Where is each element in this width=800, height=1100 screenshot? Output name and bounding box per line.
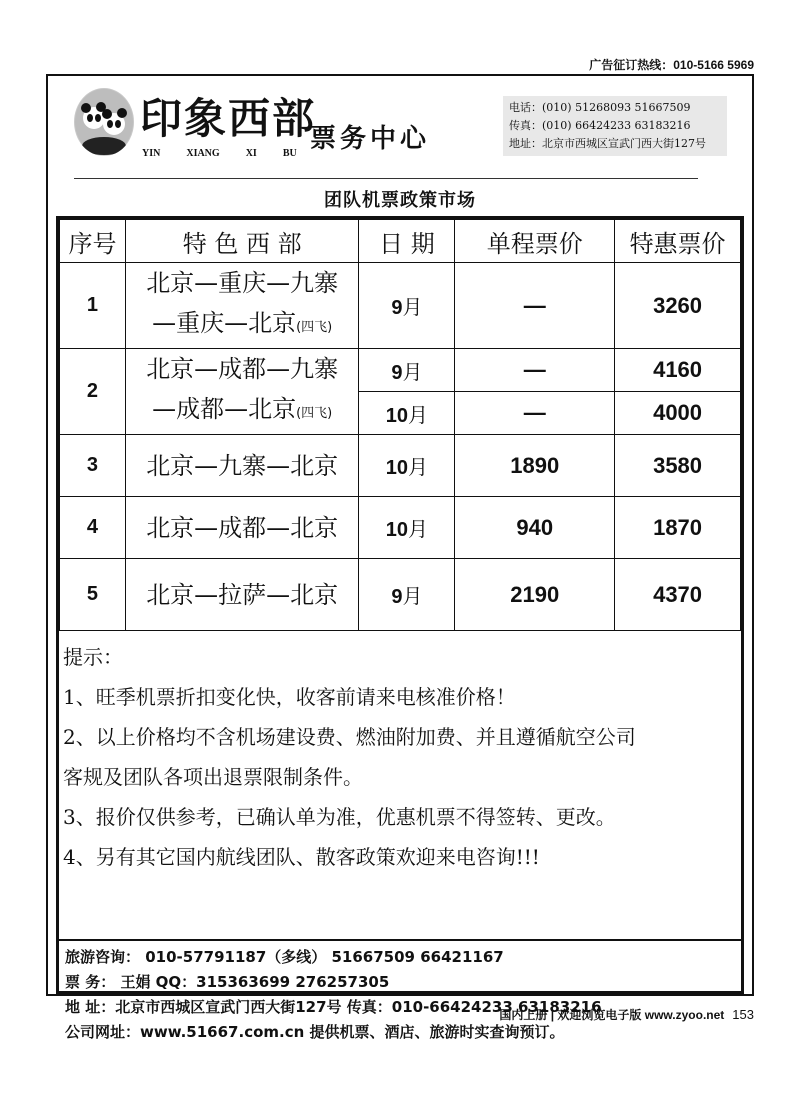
table-row [60,497,741,559]
header-fax: 传真：(010) 66424233 63183216 [509,119,691,132]
tip-item: 1、旺季机票折扣变化快，收客前请来电核准价格！ [63,685,516,709]
pinyin-word: YIN [142,148,161,159]
ticket-center-title: 票务中心 [310,124,431,154]
row-number: 1 [60,263,126,349]
table-row [60,435,741,497]
date-cell: 9月 [359,263,455,349]
pinyin-word: XIANG [186,148,220,159]
date-cell: 10月 [359,392,455,435]
panda-icon [74,88,134,156]
single-price: 1890 [455,435,615,497]
section-title: 团队机票政策市场 [324,190,476,211]
price-table [59,219,741,631]
table-row [60,263,741,349]
route-cell: 北京—九寨—北京 [125,435,359,497]
tips-section [59,631,741,877]
route-cell [125,263,359,349]
tips-title: 提示： [63,645,123,669]
table-row [60,559,741,631]
row-number: 5 [60,559,126,631]
page-footer [499,1006,754,1023]
route-line: —重庆—北京(四飞) [152,309,333,337]
date-cell: 9月 [359,349,455,392]
route-line: 北京—重庆—九寨 [146,269,339,297]
col-header-no: 序号 [60,220,126,263]
route-cell: 北京—拉萨—北京 [125,559,359,631]
row-number: 4 [60,497,126,559]
col-header-route: 特 色 西 部 [125,220,359,263]
special-price: 3580 [615,435,741,497]
table-header-row [60,220,741,263]
row-number: 2 [60,349,126,435]
special-price: 1870 [615,497,741,559]
header-contact-box [503,96,727,156]
header-phone: 电话：(010) 51268093 51667509 [509,101,691,114]
special-price: 4160 [615,349,741,392]
single-price: — [455,349,615,392]
col-header-single: 单程票价 [455,220,615,263]
ad-hotline: 广告征订热线：010-5166 5969 [589,58,754,72]
contact-website[interactable]: 公司网址：www.51667.com.cn 提供机票、酒店、旅游时实查询预订。 [65,1023,565,1041]
tip-item: 4、另有其它国内航线团队、散客政策欢迎来电咨询!!! [63,845,540,869]
table-row [60,349,741,392]
tip-item: 2、以上价格均不含机场建设费、燃油附加费、并且遵循航空公司 [63,725,636,749]
contact-ticketing: 票 务： 王娟 QQ：315363699 276257305 [65,973,390,991]
page-number: 153 [732,1007,754,1022]
brand-name: 印象西部 [140,94,317,143]
row-number: 3 [60,435,126,497]
panda-logo [74,88,138,162]
header-address: 地址：北京市西城区宣武门西大街127号 [509,137,706,150]
header-divider [74,178,698,179]
special-price: 4370 [615,559,741,631]
route-cell: 北京—成都—北京 [125,497,359,559]
special-price: 4000 [615,392,741,435]
date-cell: 10月 [359,497,455,559]
pinyin-word: BU [282,148,297,159]
route-line: —成都—北京(四飞) [152,395,333,423]
single-price: 940 [455,497,615,559]
date-cell: 9月 [359,559,455,631]
single-price: 2190 [455,559,615,631]
single-price: — [455,263,615,349]
col-header-special: 特惠票价 [615,220,741,263]
tip-item: 3、报价仅供参考，已确认单为准，优惠机票不得签转、更改。 [63,805,616,829]
footer-text: 国内上册 | 欢迎浏览电子版 www.zyoo.net [499,1008,725,1022]
contact-section [59,939,741,1045]
route-line: 北京—成都—九寨 [146,355,339,383]
tip-item: 客规及团队各项出退票限制条件。 [63,765,363,789]
date-cell: 10月 [359,435,455,497]
route-note: (四飞) [296,406,333,421]
single-price: — [455,392,615,435]
route-note: (四飞) [296,320,333,335]
route-cell [125,349,359,435]
pinyin-word: XI [245,148,257,159]
contact-consult: 旅游咨询： 010-57791187（多线） 51667509 66421167 [65,948,504,966]
special-price: 3260 [615,263,741,349]
col-header-date: 日 期 [359,220,455,263]
brand-pinyin [142,148,323,159]
contact-address: 地 址：北京市西城区宣武门西大街127号 传真：010-66424233 63183216 [65,998,602,1016]
